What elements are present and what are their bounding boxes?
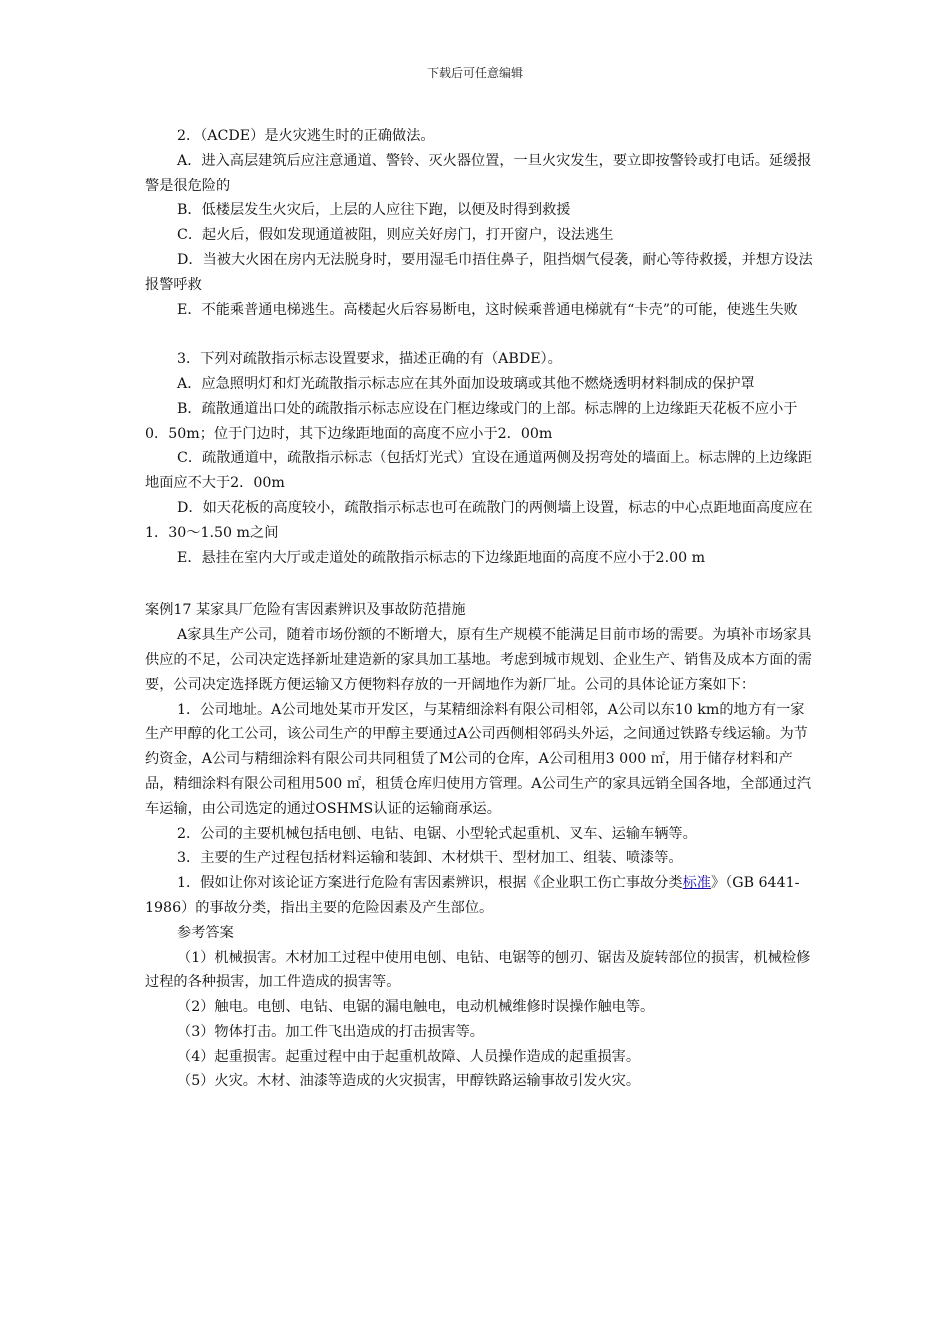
answer-item-5: （5）火灾。木材、油漆等造成的火灾损害，甲醇铁路运输事故引发火灾。 — [177, 1073, 641, 1090]
case-intro: A家具生产公司，随着市场份额的不断增大，原有生产规模不能满足目前市场的需要。为填补市场家具供应的不足，公司决定选择新址建造新的家具加工基地。考虑到城市规划、企业生产、销售及成本方面的需要，公司决定选择既方便运输又方便物料存放的一开阔地作为新厂址。公司的具体论证方案如下： — [145, 627, 812, 693]
case-question-text: 1．假如让你对该论证方案进行危险有害因素辨识，根据《企业职工伤亡事故分类 — [177, 875, 683, 892]
case-question — [145, 871, 817, 921]
case-point-1: 1．公司地址。A公司地处某市开发区，与某精细涂料有限公司相邻，A公司以东10 km的地方有一家生产甲醇的化工公司，该公司生产的甲醇主要通过A公司西侧相邻码头外运，之间通过铁路专线运输。为节约资金，A公司与精细涂料有限公司共同租赁了M公司的仓库，A公司租用3 000 ㎡，用于储存材料和产品，精细涂料有限公司租用500 ㎡，租赁仓库归使用方管理。A公司生产的家具远销全国各地，全部通过汽车运输，由公司选定的通过OSHMS认证的运输商承运。 — [145, 701, 812, 817]
question-2-option-d: D．当被大火困在房内无法脱身时，要用湿毛巾捂住鼻子，阻挡烟气侵袭，耐心等待救援，并想方设法报警呼救 — [145, 251, 813, 293]
question-2-option-e: E．不能乘普通电梯逃生。高楼起火后容易断电，这时候乘普通电梯就有“卡壳”的可能，使逃生失败 — [177, 301, 798, 318]
question-3-option-b: B．疏散通道出口处的疏散指示标志应设在门框边缘或门的上部。标志牌的上边缘距天花板不应小于0．50m；位于门边时，其下边缘距地面的高度不应小于2．00m — [145, 400, 798, 442]
case-point-2: 2．公司的主要机械包括电刨、电钻、电锯、小型轮式起重机、叉车、运输车辆等。 — [177, 825, 697, 842]
standard-link[interactable]: 标准 — [682, 875, 711, 892]
case-question-text-end: 》（GB 6441-1986）的事故分类，指出主要的危险因素及产生部位。 — [145, 875, 800, 916]
question-3-option-a: A．应急照明灯和灯光疏散指示标志应在其外面加设玻璃或其他不燃烧透明材料制成的保护罩 — [177, 375, 755, 392]
case-title: 案例17 某家具厂危险有害因素辨识及事故防范措施 — [145, 602, 466, 619]
question-2-stem: 2．（ACDE）是火灾逃生时的正确做法。 — [177, 128, 435, 144]
answer-item-3: （3）物体打击。加工件飞出造成的打击损害等。 — [177, 1023, 484, 1040]
answer-label: 参考答案 — [177, 924, 234, 941]
question-2-option-c: C．起火后，假如发现通道被阻，则应关好房门，打开窗户，设法逃生 — [177, 227, 614, 244]
question-2-option-a: A．进入高层建筑后应注意通道、警铃、灭火器位置，一旦火灾发生，要立即按警铃或打电话。延缓报警是很危险的 — [145, 152, 812, 194]
question-3-option-c: C．疏散通道中，疏散指示标志（包括灯光式）宜设在通道两侧及拐弯处的墙面上。标志牌的上边缘距地面应不大于2．00m — [145, 450, 813, 492]
spacer — [145, 570, 817, 598]
question-3-option-d: D．如天花板的高度较小，疏散指示标志也可在疏散门的两侧墙上设置，标志的中心点距地面高度应在1．30～1.50 m之间 — [145, 499, 813, 541]
spacer — [145, 322, 817, 347]
page-header: 下载后可任意编辑 — [426, 66, 523, 80]
question-2-option-b: B．低楼层发生火灾后，上层的人应往下跑，以便及时得到救援 — [177, 202, 571, 219]
case-point-3: 3．主要的生产过程包括材料运输和装卸、木材烘干、型材加工、组装、喷漆等。 — [177, 850, 683, 867]
answer-item-4: （4）起重损害。起重过程中由于起重机故障、人员操作造成的起重损害。 — [177, 1048, 641, 1065]
answer-item-1: （1）机械损害。木材加工过程中使用电刨、电钻、电锯等的刨刃、锯齿及旋转部位的损害，机械检修过程的各种损害，加工件造成的损害等。 — [145, 949, 811, 991]
question-3-stem: 3．下列对疏散指示标志设置要求，描述正确的有（ABDE）。 — [177, 351, 562, 368]
document-body — [145, 124, 817, 1094]
question-3-option-e: E．悬挂在室内大厅或走道处的疏散指示标志的下边缘距地面的高度不应小于2.00 m — [177, 549, 706, 566]
answer-item-2: （2）触电。电刨、电钻、电锯的漏电触电，电动机械维修时误操作触电等。 — [177, 999, 655, 1016]
